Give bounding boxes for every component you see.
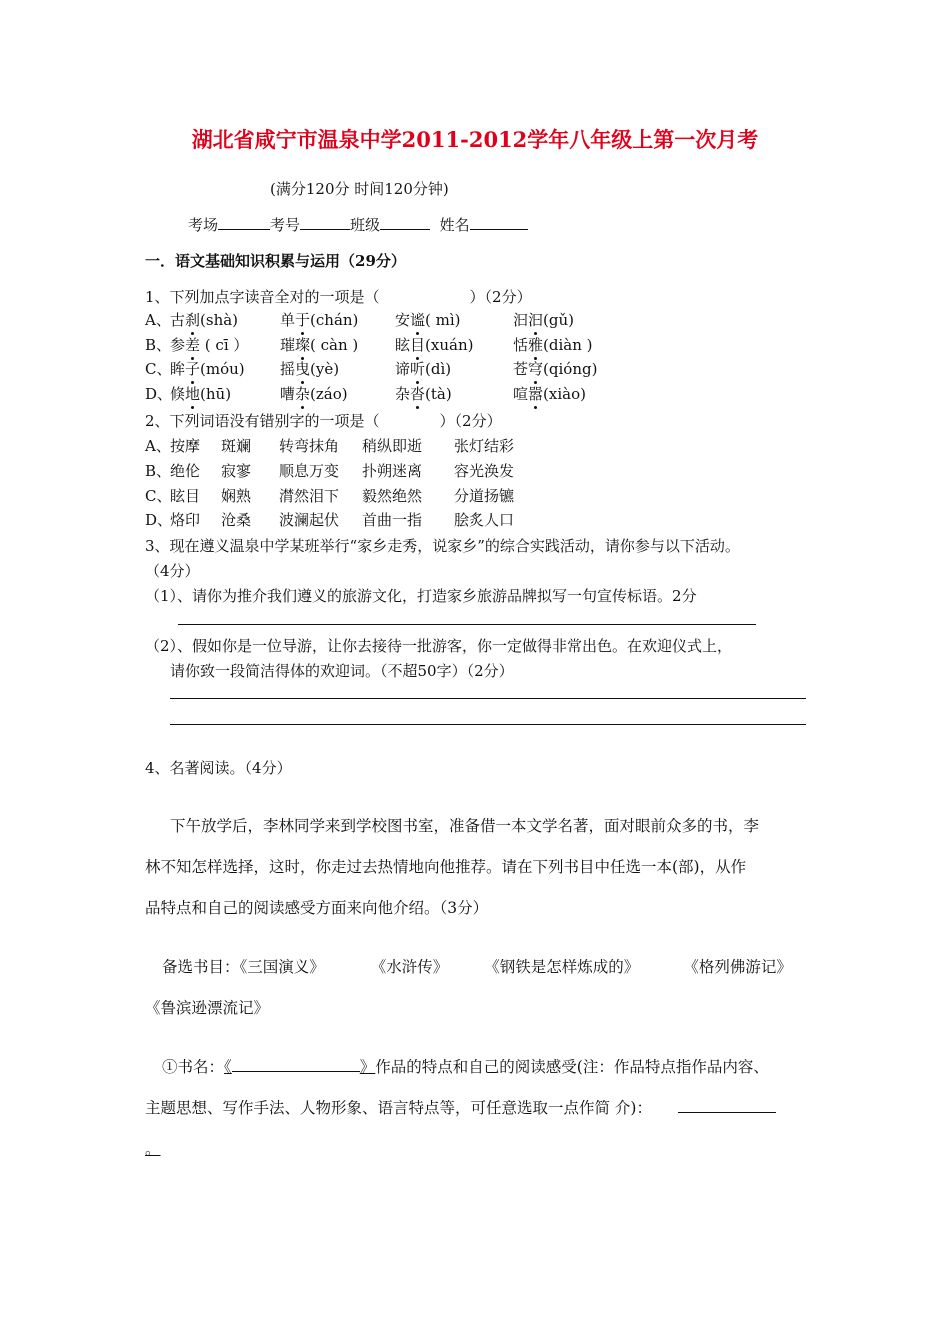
pronunciation-item	[170, 358, 245, 379]
item-char: 摇	[280, 360, 296, 379]
item-char: 参	[170, 335, 186, 354]
item-char: 谛	[395, 360, 411, 379]
dotted-char: 谧	[410, 311, 426, 329]
exam-subtitle: (满分120分 时间120分钟)	[270, 180, 449, 198]
item-char: 喧	[513, 385, 529, 404]
dotted-char: 嚣	[528, 385, 544, 404]
word-item: 沧桑	[221, 511, 252, 530]
word-item: 毅然绝然	[362, 486, 423, 505]
pronunciation-item	[170, 334, 248, 355]
question-2-stem: 2、下列词语没有错别字的一项是（ ）（2分）	[145, 412, 502, 430]
name-field[interactable]	[470, 213, 528, 230]
exam-room-label: 考场	[188, 216, 219, 234]
exam-no-label: 考号	[270, 216, 301, 234]
pinyin: (shà)	[200, 311, 239, 329]
dotted-char: 刹	[185, 311, 201, 329]
question-1-stem: 1、下列加点字读音全对的一项是（ ）（2分）	[145, 288, 532, 306]
item-char: 眩	[395, 335, 411, 354]
question-4-paragraph-line: 林不知怎样选择，这时，你走过去热情地向他推荐。请在下列书目中任选一本(部)，从作	[145, 858, 747, 876]
pinyin: (dì)	[425, 360, 452, 379]
pinyin: (chán)	[310, 311, 359, 329]
item-char: 璀	[280, 335, 296, 354]
dotted-char: 雅	[528, 335, 544, 354]
answer-line[interactable]	[178, 624, 756, 625]
word-item: 斑斓	[221, 437, 252, 455]
item-char: 安	[395, 311, 411, 329]
word-item: 烙印	[170, 511, 201, 530]
pronunciation-item	[513, 309, 574, 330]
dotted-char: 于	[295, 311, 311, 329]
answer-line[interactable]	[170, 698, 806, 699]
dotted-char: 穹	[528, 360, 544, 379]
book-name-close: 》	[359, 1058, 376, 1076]
exam-no-field[interactable]	[300, 213, 350, 230]
word-item: 寂寥	[221, 461, 252, 480]
pronunciation-item	[395, 309, 461, 330]
dotted-char: 目	[410, 335, 426, 354]
pinyin: (xiào)	[543, 385, 586, 404]
question-3-sub2-line1: （2）、假如你是一位导游，让你去接待一批游客，你一定做得非常出色。在欢迎仪式上，	[145, 637, 733, 655]
answer-end-mark: 。	[145, 1140, 161, 1158]
pinyin: (xuán)	[425, 335, 474, 354]
option-label: D、	[145, 385, 173, 404]
item-char: 单	[280, 311, 296, 329]
question-3-score: （4分）	[145, 562, 200, 580]
pronunciation-item	[513, 383, 586, 404]
book-title: 《三国演义》	[239, 958, 325, 976]
pronunciation-item	[513, 334, 593, 355]
word-item: 容光涣发	[454, 461, 515, 480]
book-title: 《水浒传》	[370, 958, 449, 976]
word-item: 按摩	[170, 437, 201, 455]
pinyin: (hū)	[200, 385, 232, 404]
dotted-char: 璨	[295, 335, 311, 354]
word-item: 眩目	[170, 486, 201, 505]
dotted-char: 子	[185, 360, 201, 379]
answer-prefix: ①书名：	[162, 1058, 225, 1076]
word-item: 脍炙人口	[454, 511, 515, 530]
word-item: 娴熟	[221, 486, 252, 505]
pronunciation-item	[280, 334, 358, 355]
word-item: 扑朔迷离	[362, 461, 423, 480]
dotted-char: 地	[185, 385, 201, 404]
pinyin: (gǔ)	[543, 311, 574, 329]
word-item: 首曲一指	[362, 511, 423, 530]
pinyin: (diàn )	[543, 335, 593, 354]
word-item: 稍纵即逝	[362, 437, 423, 455]
option-label: D、	[145, 511, 173, 530]
option-label: B、	[145, 335, 172, 354]
word-item: 潸然泪下	[279, 486, 340, 505]
book-title: 《鲁滨逊漂流记》	[145, 999, 270, 1017]
book-list-label: 备选书目：	[162, 958, 240, 976]
item-char: 倏	[170, 385, 186, 404]
dotted-char: 沓	[410, 385, 426, 404]
student-info-row	[188, 213, 528, 235]
section-heading: 一．语文基础知识积累与运用（29分）	[145, 252, 406, 270]
question-4-stem: 4、名著阅读。（4分）	[145, 759, 292, 777]
answer-instruction: 主题思想、写作手法、人物形象、语言特点等，可任意选取一点作简 介)：	[145, 1099, 652, 1117]
class-field[interactable]	[380, 213, 430, 230]
answer-row-2	[145, 1096, 776, 1118]
name-label: 姓名	[439, 216, 470, 234]
question-3-sub2-line2: 请你致一段简洁得体的欢迎词。（不超50字）（2分）	[170, 662, 514, 680]
pinyin: ( cī ）	[200, 335, 249, 354]
word-item: 分道扬镳	[454, 486, 515, 505]
word-item: 张灯结彩	[454, 437, 515, 455]
pronunciation-item	[280, 309, 358, 330]
word-item: 转弯抹角	[279, 437, 340, 455]
pronunciation-item	[280, 383, 348, 404]
word-item: 波澜起伏	[279, 511, 340, 530]
word-item: 顺息万变	[279, 461, 340, 480]
word-item: 绝伦	[170, 461, 201, 480]
page-title: 湖北省咸宁市温泉中学2011-2012学年八年级上第一次月考	[191, 127, 759, 152]
question-4-paragraph-line: 品特点和自己的阅读感受方面来向他介绍。（3分）	[145, 899, 489, 917]
item-char: 恬	[513, 335, 529, 354]
class-label: 班级	[350, 216, 381, 234]
exam-room-field[interactable]	[218, 213, 270, 230]
pronunciation-item	[170, 309, 238, 330]
pinyin: (yè)	[310, 360, 340, 379]
item-char: 嘈	[280, 385, 296, 404]
answer-row-1	[162, 1055, 769, 1077]
question-3-sub1: （1）、请你为推介我们遵义的旅游文化，打造家乡旅游品牌拟写一句宣传标语。2分	[145, 587, 697, 605]
pronunciation-item	[170, 383, 231, 404]
pronunciation-item	[395, 383, 452, 404]
pinyin: (qióng)	[543, 360, 598, 379]
pronunciation-item	[395, 334, 473, 355]
option-label: A、	[145, 311, 171, 329]
answer-field[interactable]	[678, 1098, 776, 1113]
option-label: C、	[145, 360, 172, 379]
pinyin: ( càn )	[310, 335, 359, 354]
question-4-paragraph-line: 下午放学后，李林同学来到学校图书室，准备借一本文学名著，面对眼前众多的书，李	[170, 817, 760, 835]
item-char: 古	[170, 311, 186, 329]
item-char: 苍	[513, 360, 529, 379]
option-label: C、	[145, 486, 172, 505]
book-title: 《格列佛游记》	[683, 958, 792, 976]
dotted-char: 汩	[528, 311, 544, 329]
item-char: 杂	[395, 385, 411, 404]
dotted-char: 听	[410, 360, 426, 379]
dotted-char: 差	[185, 335, 201, 354]
answer-instruction: 作品的特点和自己的阅读感受(注：作品特点指作品内容、	[375, 1058, 769, 1076]
answer-line[interactable]	[170, 724, 806, 725]
book-list-row	[162, 955, 792, 977]
dotted-char: 杂	[295, 385, 311, 404]
pronunciation-item	[395, 358, 451, 379]
pinyin: ( mì)	[425, 311, 461, 329]
book-name-field[interactable]	[232, 1057, 360, 1072]
option-label: B、	[145, 461, 172, 480]
item-char: 眸	[170, 360, 186, 379]
pronunciation-item	[513, 358, 597, 379]
pinyin: (záo)	[310, 385, 348, 404]
option-label: A、	[145, 437, 171, 455]
book-name-open: 《	[224, 1058, 232, 1076]
book-title: 《钢铁是怎样炼成的》	[484, 958, 640, 976]
pinyin: (tà)	[425, 385, 452, 404]
dotted-char: 曳	[295, 360, 311, 379]
item-char: 汩	[513, 311, 529, 329]
pinyin: (móu)	[200, 360, 245, 379]
pronunciation-item	[280, 358, 339, 379]
question-3-stem: 3、现在遵义温泉中学某班举行“家乡走秀，说家乡”的综合实践活动，请你参与以下活动。	[145, 537, 740, 555]
